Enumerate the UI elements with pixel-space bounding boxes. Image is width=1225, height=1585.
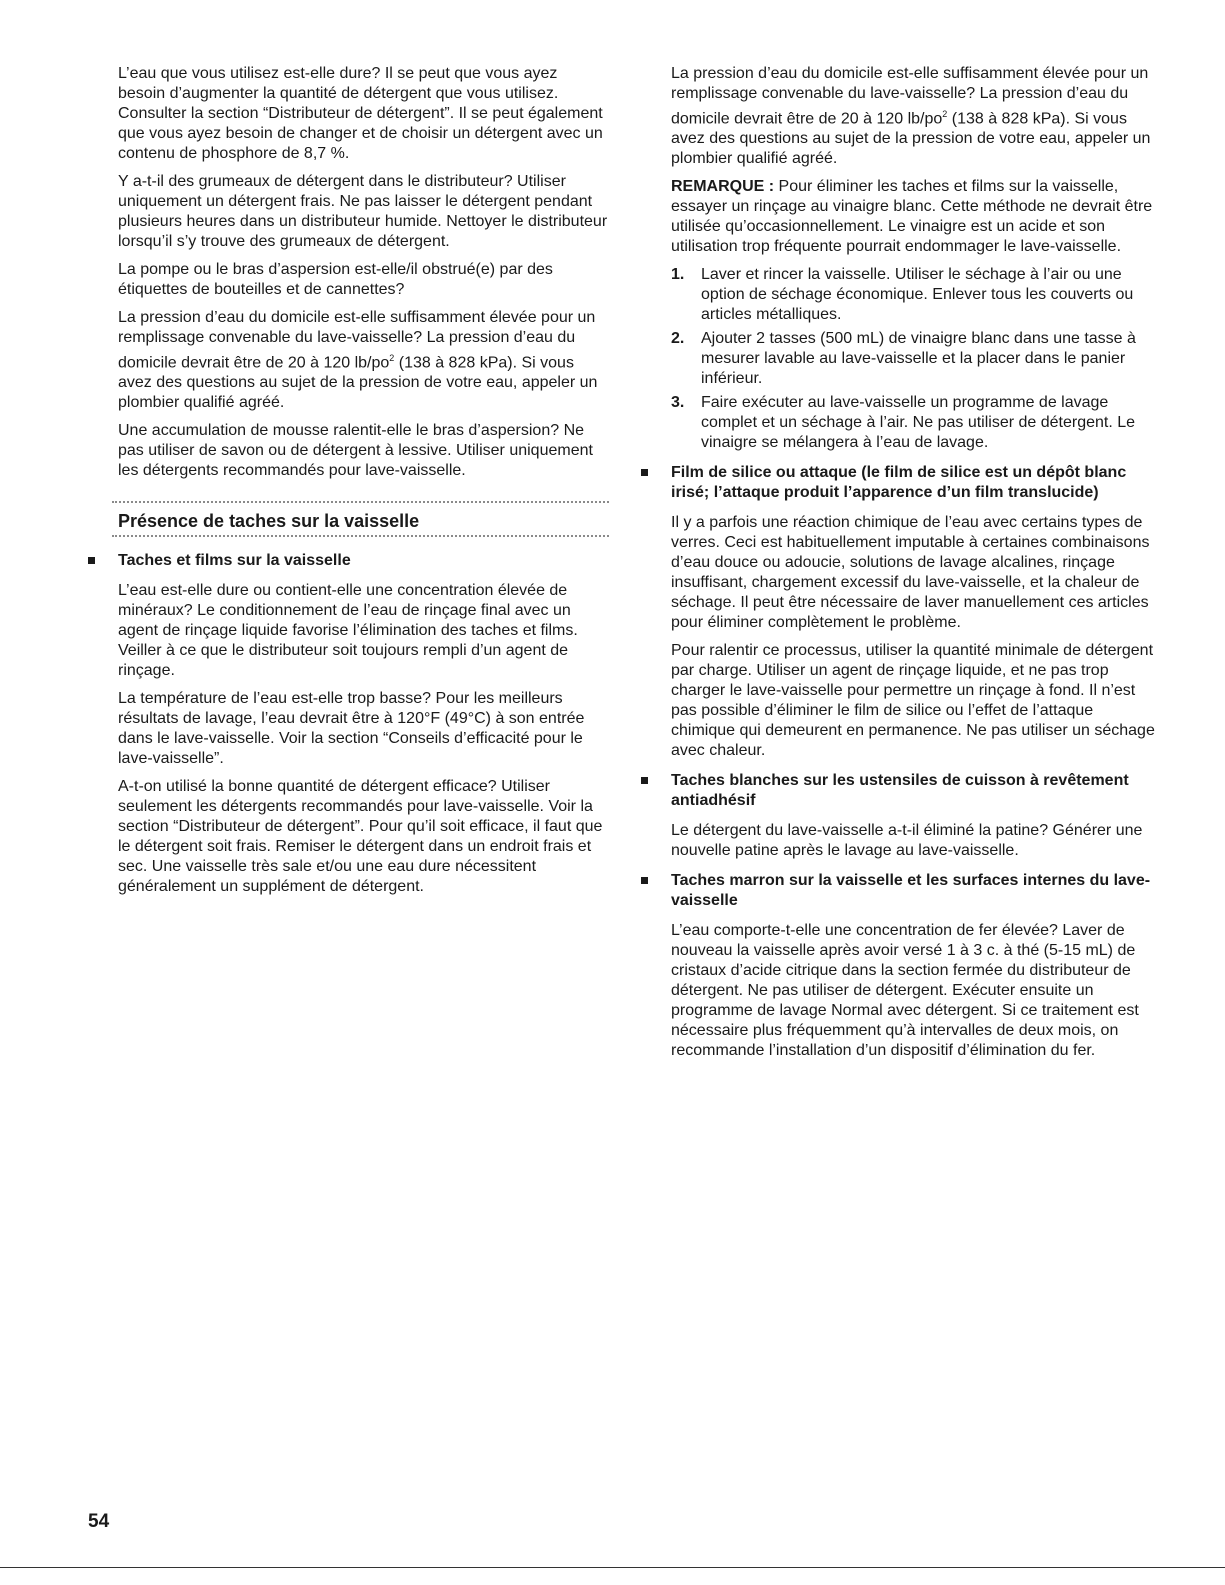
right-column [671, 64, 1161, 1069]
paragraph-hard-water: L’eau que vous utilisez est-elle dure? Il se peut que vous ayez besoin d’augmenter la quantité de détergent que vous utilisez. Consulter la section “Distributeur de détergent”. Il se peut également que vous ayez besoin de changer et de choisir un détergent avec un contenu de phosphore de 8,7 %. [118, 65, 603, 162]
text-segment: La pression d’eau du domicile est-elle suffisamment élevée pour un remplissage convenable du lave-vaisselle? La pression d’eau du domicile devrait être de 20 à 120 lb/po [671, 65, 1149, 128]
step-number: 3. [671, 394, 685, 412]
paragraph-detergent-lumps: Y a-t-il des grumeaux de détergent dans le distributeur? Utiliser uniquement un détergent frais. Ne pas laisser le détergent pendant plusieurs heures dans un distributeur humide. Nettoyer le distributeur lorsqu’il s’y trouve des grumeaux de détergent. [118, 173, 608, 250]
list-item [671, 265, 1161, 325]
paragraph-patina: Le détergent du lave-vaisselle a-t-il éliminé la patine? Générer une nouvelle patine après le lavage au lave-vaisselle. [671, 822, 1143, 860]
note-paragraph [671, 177, 1161, 257]
bullet-heading-white-spots [671, 771, 1161, 811]
bullet-square-icon [641, 877, 648, 884]
bullet-heading-silica-film [671, 463, 1161, 503]
step-text: Ajouter 2 tasses (500 mL) de vinaigre blanc dans une tasse à mesurer lavable au lave-vaisselle et la placer dans le panier inférieur. [701, 330, 1136, 388]
vinegar-steps-list [671, 265, 1161, 453]
paragraph-iron: L’eau comporte-t-elle une concentration de fer élevée? Laver de nouveau la vaisselle après avoir versé 1 à 3 c. à thé (5-15 mL) de cristaux d’acide citrique dans la section fermée du distributeur de détergent. Ne pas utiliser de détergent. Exécuter ensuite un programme de lavage Normal avec détergent. Si ce traitement est nécessaire plus fréquemment qu’à intervalles de deux mois, on recommande l’installation d’un dispositif d’élimination du fer. [671, 922, 1139, 1060]
bullet-heading-spots-films [118, 551, 608, 571]
bullet-title: Taches blanches sur les ustensiles de cuisson à revêtement antiadhésif [671, 772, 1129, 810]
paragraph-pump-obstructed: La pompe ou le bras d’aspersion est-elle/il obstrué(e) par des étiquettes de bouteilles et de cannettes? [118, 261, 553, 298]
step-text: Faire exécuter au lave-vaisselle un programme de lavage complet et un séchage à l’air. Ne pas utiliser de détergent. Le vinaigre se mélangera à l’eau de lavage. [701, 394, 1136, 452]
bullet-title: Film de silice ou attaque (le film de silice est un dépôt blanc irisé; l’attaque produit l’apparence d’un film translucide) [671, 464, 1127, 502]
divider-bottom [112, 535, 609, 537]
step-number: 2. [671, 330, 685, 348]
bullet-square-icon [88, 557, 95, 564]
list-item [671, 393, 1161, 453]
list-item [671, 329, 1161, 389]
paragraph-detergent-amount: A-t-on utilisé la bonne quantité de détergent efficace? Utiliser seulement les détergents recommandés pour lave-vaisselle. Voir la section “Distributeur de détergent”. Pour qu’il soit efficace, il faut que le détergent soit frais. Remiser le détergent dans un endroit frais et sec. Une vaisselle très sale et/ou une eau dure nécessitent généralement un supplément de détergent. [118, 778, 603, 896]
text-segment: (138 à 828 kPa). Si vous avez des questions au sujet de la pression de votre eau, appeler un plombier qualifié agréé. [671, 110, 1151, 168]
left-column [118, 64, 608, 905]
bullet-title: Taches et films sur la vaisselle [118, 552, 351, 570]
text-segment: (138 à 828 kPa). Si vous avez des questions au sujet de la pression de votre eau, appeler un plombier qualifié agréé. [118, 354, 598, 412]
paragraph-water-temperature: La température de l’eau est-elle trop basse? Pour les meilleurs résultats de lavage, l’eau devrait être à 120°F (49°C) à son entrée dans le lave-vaisselle. Voir la section “Conseils d’efficacité pour le lave-vaisselle”. [118, 690, 585, 768]
step-number: 1. [671, 266, 685, 284]
bottom-rule [0, 1567, 1225, 1568]
superscript: 2 [389, 353, 395, 363]
section-title: Présence de taches sur la vaisselle [118, 511, 420, 532]
superscript: 2 [942, 109, 948, 119]
paragraph-chemical-reaction: Il y a parfois une réaction chimique de l’eau avec certains types de verres. Ceci est habituellement imputable à certaines combinaisons d’eau douce ou adoucie, solutions de lavage alcalines, rinçage insuffisant, chargement excessif du lave-vaisselle, et la chaleur de séchage. Il peut être nécessaire de laver manuellement ces articles pour éliminer complètement le problème. [671, 514, 1150, 632]
paragraph-foam: Une accumulation de mousse ralentit-elle le bras d’aspersion? Ne pas utiliser de savon ou de détergent à lessive. Utiliser uniquement les détergents recommandés pour lave-vaisselle. [118, 422, 593, 480]
page-number: 54 [88, 1511, 110, 1532]
text-segment: La pression d’eau du domicile est-elle suffisamment élevée pour un remplissage convenable du lave-vaisselle? La pression d’eau du domicile devrait être de 20 à 120 lb/po [118, 309, 596, 372]
bullet-heading-brown-stains [671, 871, 1161, 911]
bullet-square-icon [641, 469, 648, 476]
paragraph-hard-water-minerals: L’eau est-elle dure ou contient-elle une concentration élevée de minéraux? Le conditionnement de l’eau de rinçage final avec un agent de rinçage liquide favorise l’élimination des taches et films. Veiller à ce que le distributeur soit toujours rempli d’un agent de rinçage. [118, 582, 578, 680]
bullet-square-icon [641, 777, 648, 784]
bullet-title: Taches marron sur la vaisselle et les surfaces internes du lave-vaisselle [671, 872, 1151, 910]
paragraph-water-pressure [118, 308, 608, 413]
paragraph-water-pressure [671, 64, 1161, 169]
paragraph-slow-process: Pour ralentir ce processus, utiliser la quantité minimale de détergent par charge. Utiliser un agent de rinçage liquide, et ne pas trop charger le lave-vaisselle pour permettre un rinçage à fond. Il n’est pas possible d’éliminer le film de silice ou l’effet de l’attaque chimique qui demeurent en permanence. Ne pas utiliser un séchage avec chaleur. [671, 642, 1155, 760]
step-text: Laver et rincer la vaisselle. Utiliser le séchage à l’air ou une option de séchage économique. Enlever tous les couverts ou articles métalliques. [701, 266, 1134, 324]
note-text: Pour éliminer les taches et films sur la vaisselle, essayer un rinçage au vinaigre blanc. Cette méthode ne devrait être utilisée qu’occasionnellement. Le vinaigre est un acide et son utilisation trop fréquente pourrait endommager le lave-vaisselle. [671, 178, 1153, 256]
note-label: REMARQUE : [671, 178, 775, 196]
section-header [112, 501, 609, 537]
